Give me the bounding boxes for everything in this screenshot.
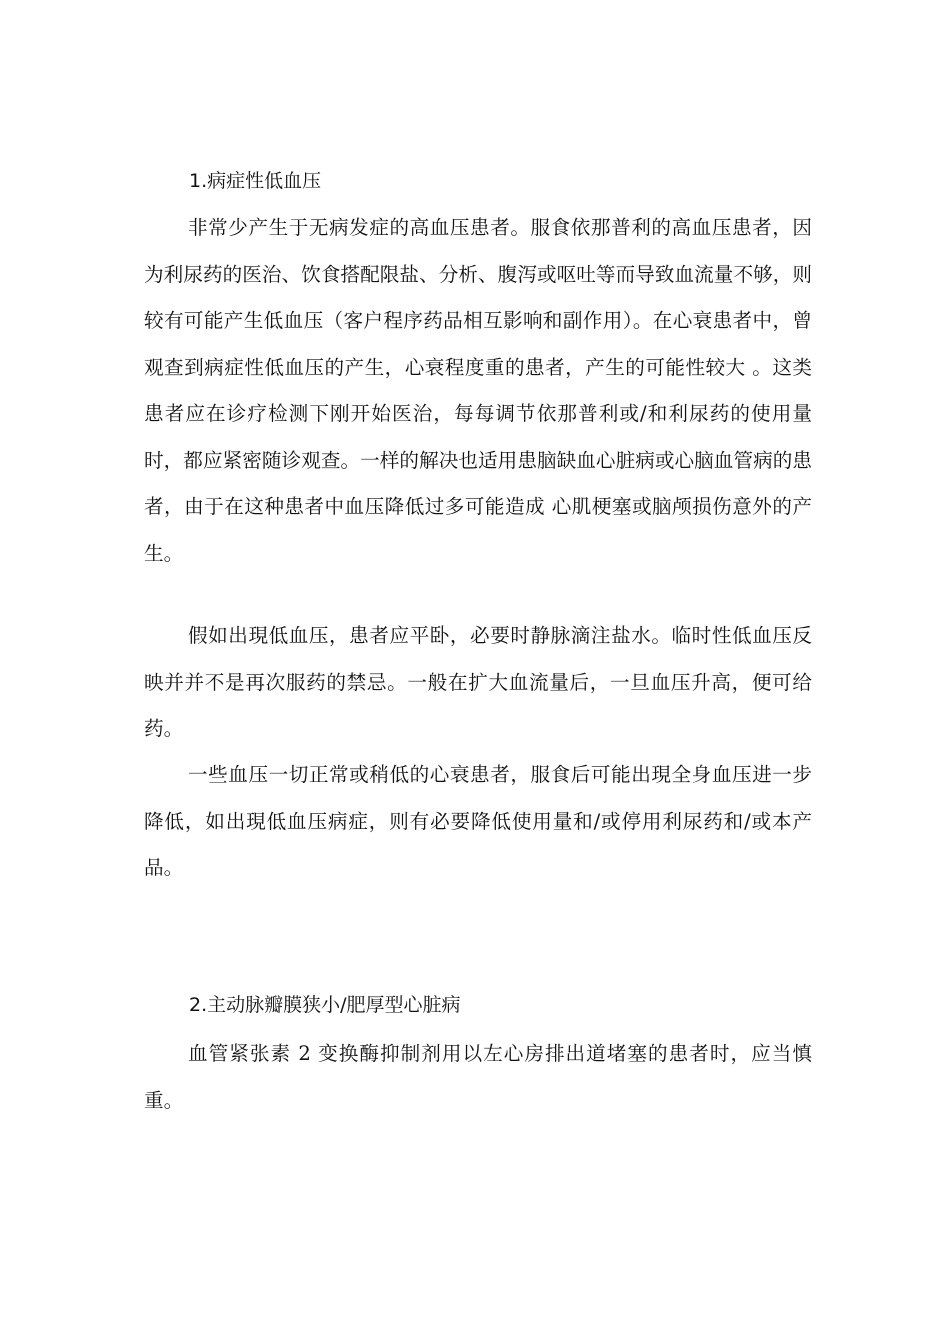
section-2-paragraph-1: 血管紧张素 2 变换酶抑制剂用以左心房排出道堵塞的患者时，应当慎重。 [144, 1042, 812, 1112]
section-1-heading: 1.病症性低血压 [189, 170, 322, 192]
section-1-paragraph-3: 一些血压一切正常或稍低的心衰患者，服食后可能出現全身血压进一步降低，如出現低血压病症，则有必要降低使用量和/或停用利尿药和/或本产品。 [144, 763, 812, 879]
section-1-paragraph-1: 非常少产生于无病发症的高血压患者。服食依那普利的高血压患者，因为利尿药的医治、饮食搭配限盐、分析、腹泻或呕吐等而导致血流量不够，则较有可能产生低血压（客户程序药品相互影响和副作用）。在心衰患者中，曾观查到病症性低血压的产生，心衰程度重的患者，产生的可能性较大 。这类患者应在诊疗检测下刚开始医治，每每调节依那普利或/和利尿药的使用量时，都应紧密随诊观查。一样的解决也适用患脑缺血心脏病或心脑血管病的患者，由于在这种患者中血压降低过多可能造成 心肌梗塞或脑颅损伤意外的产生。 [144, 216, 812, 565]
section-1-paragraph-2: 假如出現低血压，患者应平卧，必要时静脉滴注盐水。临时性低血压反映并并不是再次服药的禁忌。一般在扩大血流量后，一旦血压升高，便可给药。 [144, 624, 812, 740]
section-2-heading: 2.主动脉瓣膜狭小/肥厚型心脏病 [189, 994, 461, 1016]
